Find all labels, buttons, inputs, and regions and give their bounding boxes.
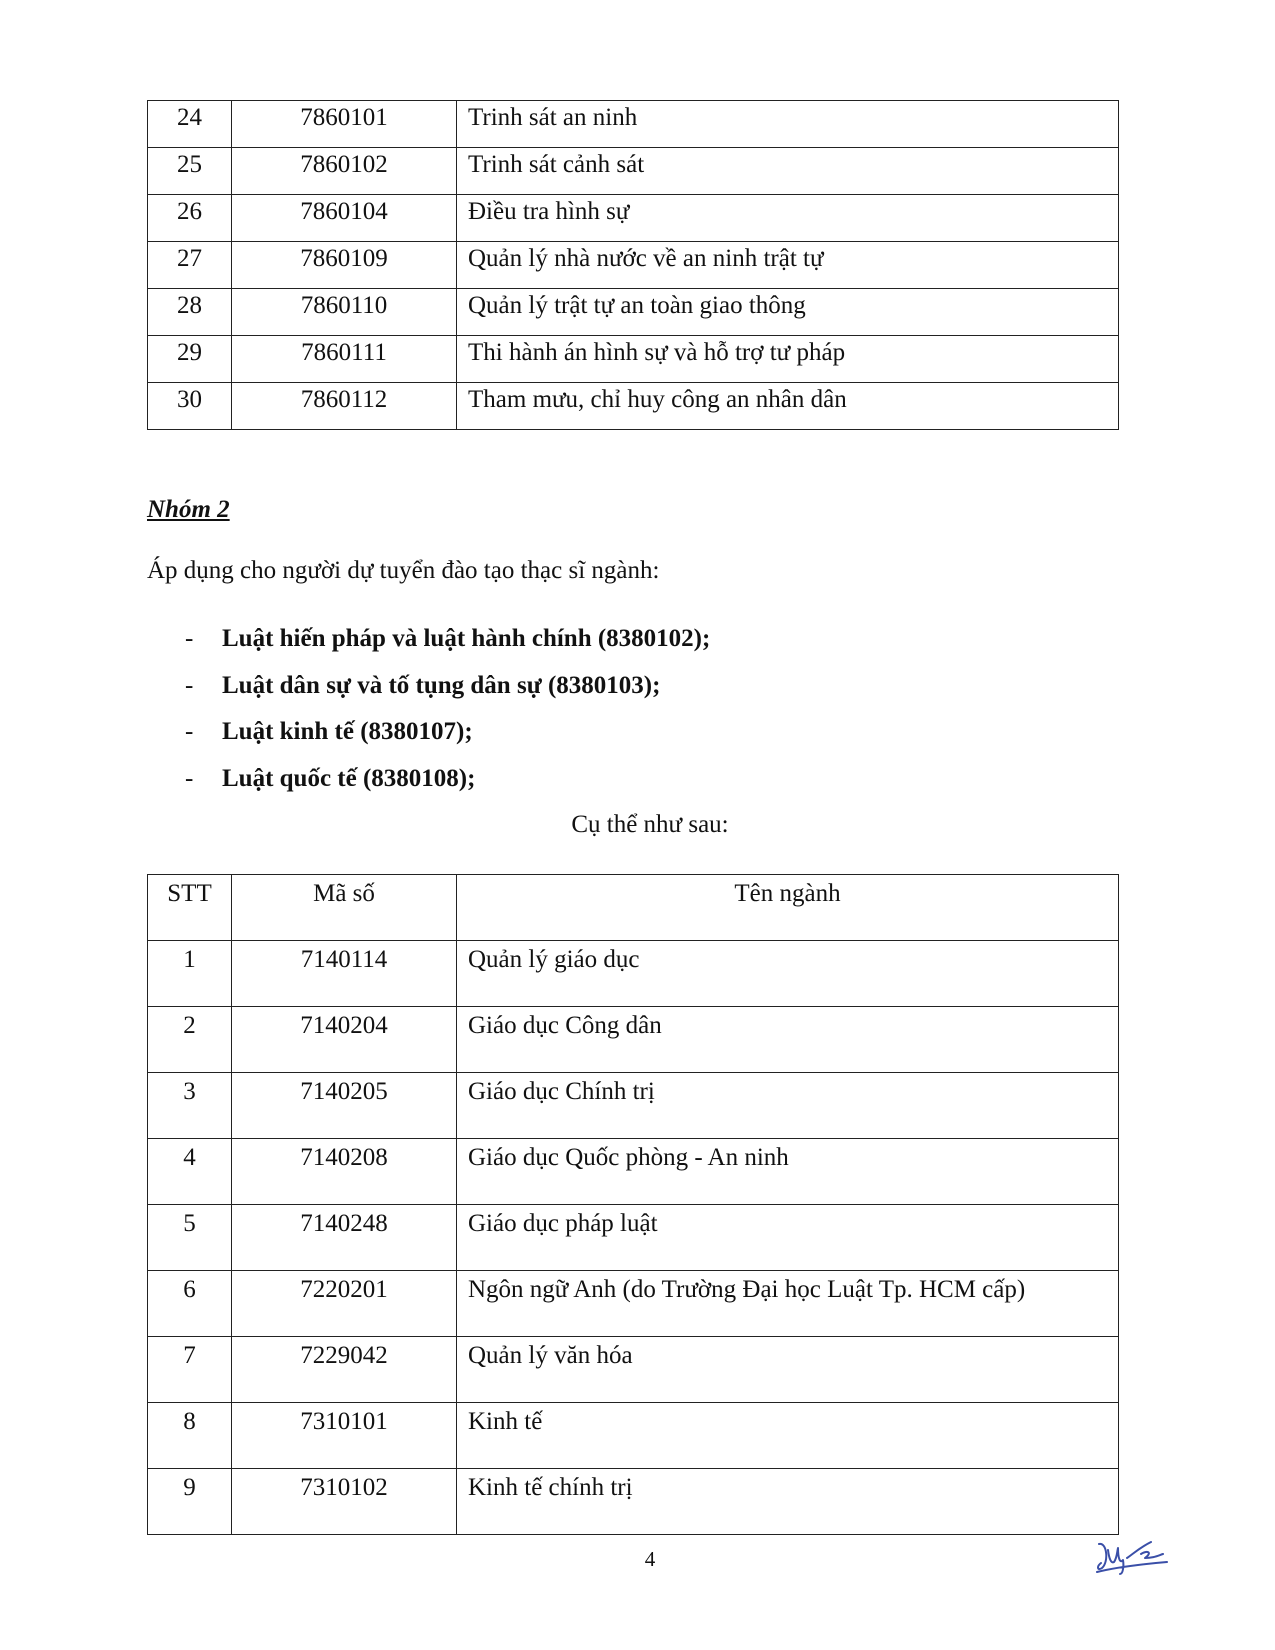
header-stt: STT (148, 875, 232, 941)
majors-table (147, 874, 1119, 1535)
table-row (148, 101, 1119, 148)
code-cell: 7860104 (232, 195, 457, 242)
stt-cell: 9 (148, 1469, 232, 1535)
major-label: Luật quốc tế (8380108); (222, 764, 476, 792)
stt-cell: 27 (148, 242, 232, 289)
code-cell: 7140204 (232, 1007, 457, 1073)
name-cell: Thi hành án hình sự và hỗ trợ tư pháp (457, 336, 1119, 383)
name-cell: Quản lý nhà nước về an ninh trật tự (457, 242, 1119, 289)
stt-cell: 25 (148, 148, 232, 195)
stt-cell: 8 (148, 1403, 232, 1469)
stt-cell: 30 (148, 383, 232, 430)
name-cell: Tham mưu, chỉ huy công an nhân dân (457, 383, 1119, 430)
table-row (148, 148, 1119, 195)
stt-cell: 1 (148, 941, 232, 1007)
table-row (148, 1403, 1119, 1469)
page-number: 4 (644, 1547, 656, 1571)
code-cell: 7140208 (232, 1139, 457, 1205)
code-cell: 7860102 (232, 148, 457, 195)
bullet-dash: - (185, 764, 194, 792)
name-cell: Giáo dục Quốc phòng - An ninh (457, 1139, 1119, 1205)
stt-cell: 3 (148, 1073, 232, 1139)
table-row (148, 195, 1119, 242)
majors-table-continued-body (148, 101, 1119, 430)
section-heading: Nhóm 2 (147, 496, 230, 523)
code-cell: 7140205 (232, 1073, 457, 1139)
stt-cell: 29 (148, 336, 232, 383)
code-cell: 7860109 (232, 242, 457, 289)
code-cell: 7860101 (232, 101, 457, 148)
stt-cell: 5 (148, 1205, 232, 1271)
name-cell: Giáo dục pháp luật (457, 1205, 1119, 1271)
detail-caption: Cụ thể như sau: (571, 811, 729, 838)
code-cell: 7140114 (232, 941, 457, 1007)
stt-cell: 4 (148, 1139, 232, 1205)
major-label: Luật hiến pháp và luật hành chính (8380102); (222, 625, 711, 652)
stt-cell: 26 (148, 195, 232, 242)
name-cell: Quản lý văn hóa (457, 1337, 1119, 1403)
stt-cell: 2 (148, 1007, 232, 1073)
code-cell: 7860112 (232, 383, 457, 430)
table-row (148, 1271, 1119, 1337)
major-label: Luật kinh tế (8380107); (222, 718, 473, 745)
code-cell: 7860110 (232, 289, 457, 336)
stt-cell: 24 (148, 101, 232, 148)
stt-cell: 6 (148, 1271, 232, 1337)
name-cell: Quản lý trật tự an toàn giao thông (457, 289, 1119, 336)
table-row (148, 289, 1119, 336)
stt-cell: 7 (148, 1337, 232, 1403)
name-cell: Giáo dục Công dân (457, 1007, 1119, 1073)
table-row (148, 1469, 1119, 1535)
bullet-dash: - (185, 718, 194, 745)
table-row (148, 336, 1119, 383)
name-cell: Kinh tế chính trị (457, 1469, 1119, 1535)
stt-cell: 28 (148, 289, 232, 336)
table-row (148, 1337, 1119, 1403)
table-row (148, 1139, 1119, 1205)
table-row (148, 1073, 1119, 1139)
section-intro: Áp dụng cho người dự tuyển đào tạo thạc sĩ ngành: (147, 557, 660, 584)
code-cell: 7310101 (232, 1403, 457, 1469)
table-row (148, 242, 1119, 289)
name-cell: Ngôn ngữ Anh (do Trường Đại học Luật Tp. HCM cấp) (457, 1271, 1119, 1337)
name-cell: Quản lý giáo dục (457, 941, 1119, 1007)
name-cell: Trinh sát cảnh sát (457, 148, 1119, 195)
table-row (148, 1007, 1119, 1073)
code-cell: 7860111 (232, 336, 457, 383)
major-label: Luật dân sự và tố tụng dân sự (8380103); (222, 671, 661, 699)
code-cell: 7140248 (232, 1205, 457, 1271)
majors-table-body (148, 875, 1119, 1535)
header-name: Tên ngành (457, 875, 1119, 941)
name-cell: Kinh tế (457, 1403, 1119, 1469)
bullet-dash: - (185, 671, 194, 699)
header-code: Mã số (232, 875, 457, 941)
name-cell: Điều tra hình sự (457, 195, 1119, 242)
bullet-dash: - (185, 625, 194, 652)
majors-table-continued (147, 100, 1119, 430)
name-cell: Giáo dục Chính trị (457, 1073, 1119, 1139)
signature-stroke (1097, 1542, 1167, 1574)
code-cell: 7310102 (232, 1469, 457, 1535)
table-header-row (148, 875, 1119, 941)
code-cell: 7220201 (232, 1271, 457, 1337)
code-cell: 7229042 (232, 1337, 457, 1403)
signature-mark (1093, 1536, 1171, 1576)
table-row (148, 941, 1119, 1007)
table-row (148, 1205, 1119, 1271)
table-row (148, 383, 1119, 430)
name-cell: Trinh sát an ninh (457, 101, 1119, 148)
